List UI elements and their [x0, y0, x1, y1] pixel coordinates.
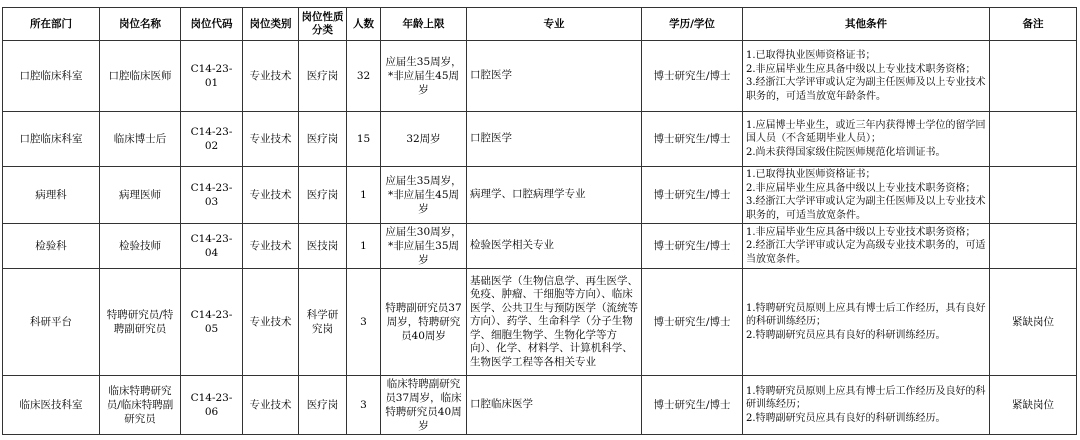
condition-line: 3.经浙江大学评审或认定为副主任医师及以上专业技术职务的，可适当放宽年龄条件。: [746, 77, 986, 102]
cell-major: 口腔临床医学: [467, 376, 642, 435]
cell-other-conditions: [743, 167, 990, 224]
cell-dept: 口腔临床科室: [3, 112, 100, 167]
cell-age-limit: 应届生30周岁，*非应届生35周岁: [381, 224, 467, 269]
table-row: [3, 269, 1077, 376]
cell-post-type: 专业技术: [243, 269, 299, 376]
condition-line: 1.特聘研究员原则上应具有博士后工作经历，具有良好的科研训练经历；: [746, 302, 986, 328]
cell-degree: 博士研究生/博士: [642, 376, 743, 435]
condition-line: 3.经浙江大学评审或认定为副主任医师及以上专业技术职务的，可适当放宽条件。: [746, 196, 986, 221]
cell-note: [990, 112, 1077, 167]
cell-dept: 病理科: [3, 167, 100, 224]
cell-note: [990, 224, 1077, 269]
cell-dept: 检验科: [3, 224, 100, 269]
condition-line: 1.非应届毕业生应具备中级以上专业技术职务资格；: [746, 226, 976, 238]
condition-line: 1.已取得执业医师资格证书；: [746, 50, 876, 61]
cell-major: 口腔医学: [467, 41, 642, 112]
condition-line: 1.已取得执业医师资格证书；: [746, 169, 876, 180]
cell-count: 3: [347, 376, 381, 435]
header-post-name: 岗位名称: [100, 8, 181, 41]
cell-count: 3: [347, 269, 381, 376]
header-major: 专业: [467, 8, 642, 41]
cell-post-name: 临床特聘研究员/临床特聘副研究员: [100, 376, 181, 435]
cell-count: 1: [347, 224, 381, 269]
cell-degree: 博士研究生/博士: [642, 112, 743, 167]
cell-post-name: 口腔临床医师: [100, 41, 181, 112]
header-post-code: 岗位代码: [181, 8, 243, 41]
cell-post-nature: 医疗岗: [299, 376, 347, 435]
cell-major: 病理学、口腔病理学专业: [467, 167, 642, 224]
header-degree: 学历/学位: [642, 8, 743, 41]
cell-post-code: C14-23-04: [181, 224, 243, 269]
cell-post-code: C14-23-06: [181, 376, 243, 435]
cell-post-name: 检验技师: [100, 224, 181, 269]
table-row: [3, 224, 1077, 269]
cell-post-code: C14-23-02: [181, 112, 243, 167]
cell-age-limit: 临床特聘副研究员37周岁，临床特聘研究员40周岁: [381, 376, 467, 435]
cell-other-conditions: [743, 41, 990, 112]
cell-degree: 博士研究生/博士: [642, 167, 743, 224]
cell-age-limit: 32周岁: [381, 112, 467, 167]
cell-post-code: C14-23-03: [181, 167, 243, 224]
cell-dept: 口腔临床科室: [3, 41, 100, 112]
cell-post-type: 专业技术: [243, 112, 299, 167]
condition-line: 2.尚未获得国家级住院医师规范化培训证书。: [746, 146, 946, 158]
header-dept: 所在部门: [3, 8, 100, 41]
cell-post-code: C14-23-01: [181, 41, 243, 112]
cell-major: 基础医学（生物信息学、再生医学、免疫、肿瘤、干细胞等方向）、临床医学、公共卫生与预防医学（流统等方向）、药学、生命科学（分子生物学、细胞生物学、生物化学等方向）、化学、材料学、计算机科学、生物医学工程等各相关专业: [467, 269, 642, 376]
cell-post-name: 特聘研究员/特聘副研究员: [100, 269, 181, 376]
cell-other-conditions: [743, 269, 990, 376]
header-other-conditions: 其他条件: [743, 8, 990, 41]
condition-line: 2.特聘副研究员应具有良好的科研训练经历。: [746, 329, 946, 341]
condition-line: 2.非应届毕业生应具备中级以上专业技术职务资格；: [746, 63, 976, 75]
cell-post-type: 专业技术: [243, 224, 299, 269]
header-note: 备注: [990, 8, 1077, 41]
header-age-limit: 年龄上限: [381, 8, 467, 41]
cell-note: [990, 167, 1077, 224]
header-post-nature: 岗位性质分类: [299, 8, 347, 41]
cell-dept: 科研平台: [3, 269, 100, 376]
cell-note: 紧缺岗位: [990, 376, 1077, 435]
cell-degree: 博士研究生/博士: [642, 41, 743, 112]
condition-line: 2.非应届毕业生应具备中级以上专业技术职务资格；: [746, 182, 976, 194]
cell-post-nature: 医技岗: [299, 224, 347, 269]
recruitment-table: [2, 7, 1077, 435]
cell-degree: 博士研究生/博士: [642, 224, 743, 269]
cell-other-conditions: [743, 376, 990, 435]
header-count: 人数: [347, 8, 381, 41]
cell-major: 口腔医学: [467, 112, 642, 167]
cell-note: 紧缺岗位: [990, 269, 1077, 376]
table-row: [3, 376, 1077, 435]
condition-line: 2.特聘副研究员应具有良好的科研训练经历。: [746, 412, 946, 424]
cell-dept: 临床医技科室: [3, 376, 100, 435]
cell-count: 15: [347, 112, 381, 167]
cell-post-nature: 科学研究岗: [299, 269, 347, 376]
cell-post-type: 专业技术: [243, 167, 299, 224]
cell-degree: 博士研究生/博士: [642, 269, 743, 376]
cell-other-conditions: [743, 224, 990, 269]
cell-post-name: 病理医师: [100, 167, 181, 224]
cell-note: [990, 41, 1077, 112]
cell-age-limit: 应届生35周岁，*非应届生45周岁: [381, 167, 467, 224]
cell-post-nature: 医疗岗: [299, 167, 347, 224]
table-row: [3, 112, 1077, 167]
cell-count: 32: [347, 41, 381, 112]
cell-post-type: 专业技术: [243, 41, 299, 112]
cell-age-limit: 特聘副研究员37周岁，特聘研究员40周岁: [381, 269, 467, 376]
condition-line: 2.经浙江大学评审或认定为高级专业技术职务的，可适当放宽条件。: [746, 240, 986, 265]
cell-post-type: 专业技术: [243, 376, 299, 435]
table-row: [3, 41, 1077, 112]
table-row: [3, 167, 1077, 224]
cell-post-name: 临床博士后: [100, 112, 181, 167]
cell-post-nature: 医疗岗: [299, 41, 347, 112]
cell-age-limit: 应届生35周岁，*非应届生45周岁: [381, 41, 467, 112]
cell-major: 检验医学相关专业: [467, 224, 642, 269]
cell-post-nature: 医疗岗: [299, 112, 347, 167]
cell-count: 1: [347, 167, 381, 224]
condition-line: 1.特聘研究员原则上应具有博士后工作经历及良好的科研训练经历；: [746, 385, 986, 411]
condition-line: 1.应届博士毕业生，或近三年内获得博士学位的留学回国人员（不含延期毕业人员）；: [746, 119, 986, 145]
cell-post-code: C14-23-05: [181, 269, 243, 376]
header-post-type: 岗位类别: [243, 8, 299, 41]
cell-other-conditions: [743, 112, 990, 167]
header-row: [3, 8, 1077, 41]
